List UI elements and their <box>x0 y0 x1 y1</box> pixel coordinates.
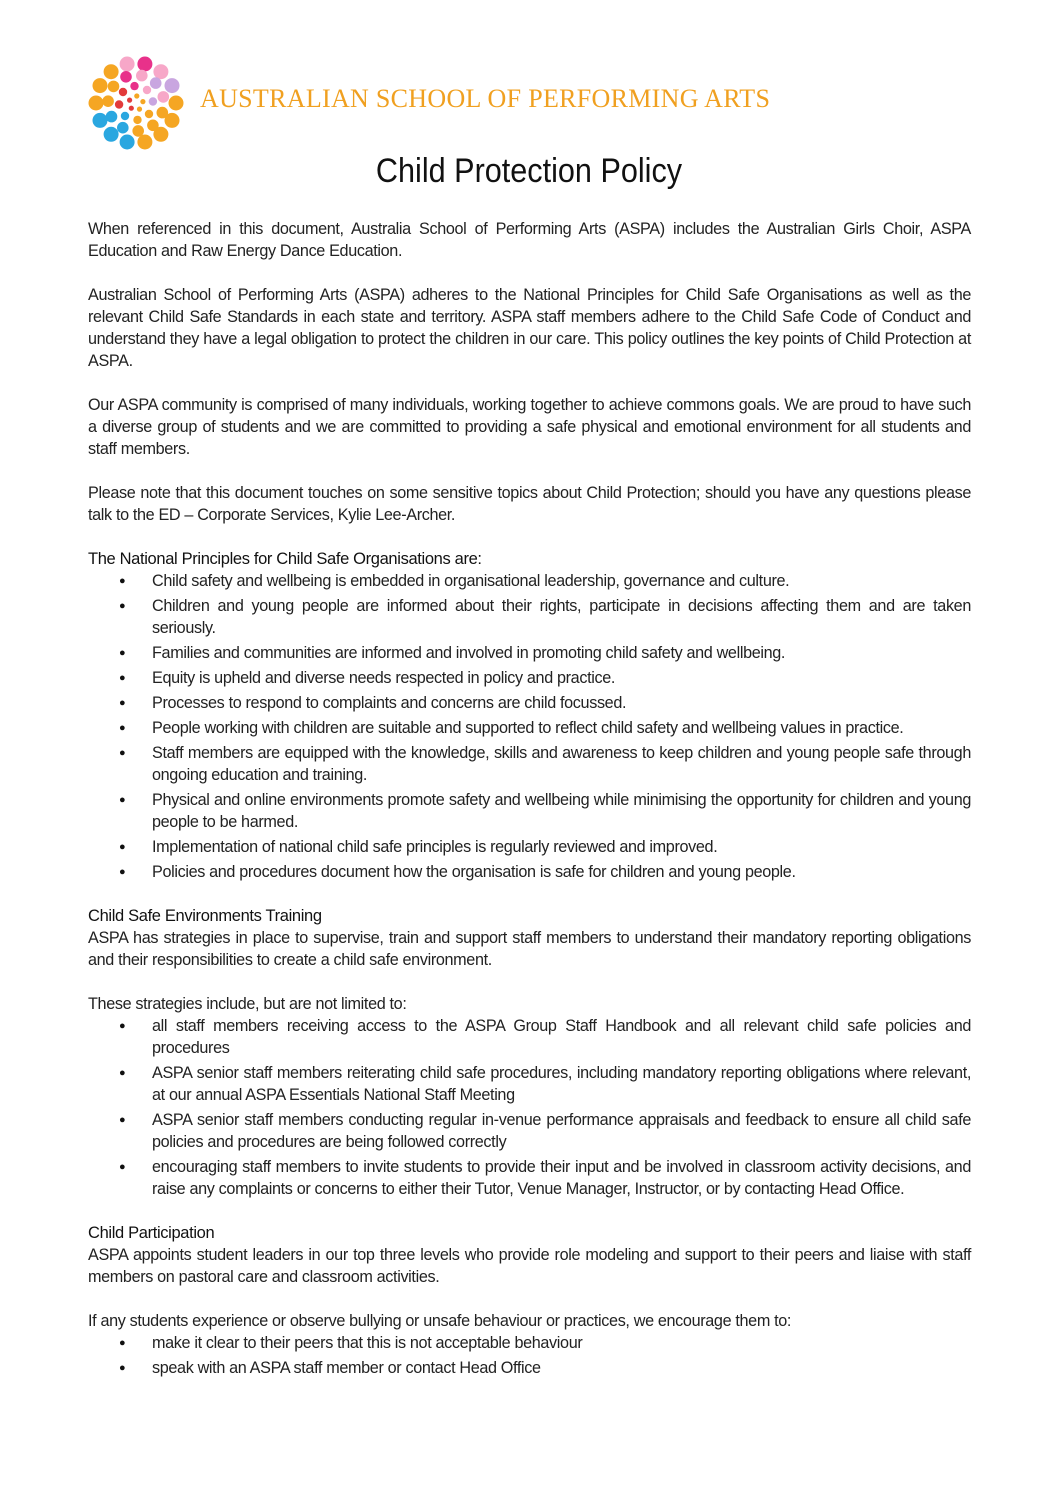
logo-dot <box>115 100 123 108</box>
policy-body <box>88 218 971 1401</box>
logo-dot <box>93 113 108 128</box>
logo-dot <box>121 112 129 120</box>
participation-list <box>88 1332 971 1379</box>
list-item: ● ASPA senior staff members conducting regular in-venue performance appraisals and feedback to ensure all child safe policies and procedures are being followed correctly <box>88 1109 971 1153</box>
logo-dot <box>137 107 142 112</box>
list-item: ● Implementation of national child safe principles is regularly reviewed and improved. <box>88 836 971 858</box>
logo-dot <box>153 64 168 79</box>
logo-dot <box>157 107 169 119</box>
list-item: ● Child safety and wellbeing is embedded in organisational leadership, governance and culture. <box>88 570 971 592</box>
logo-dot <box>120 71 132 83</box>
logo-dot <box>93 78 108 93</box>
logo-dot <box>117 122 129 134</box>
logo-dot <box>108 81 120 93</box>
list-item: ● all staff members receiving access to the ASPA Group Staff Handbook and all relevant child safe policies and procedures <box>88 1015 971 1059</box>
logo-dot <box>133 116 141 124</box>
logo-dot <box>136 70 148 82</box>
intro-paragraph: Australian School of Performing Arts (ASPA) adheres to the National Principles for Child Safe Organisations as well as the relevant Child Safe Standards in each state and territory. ASPA staff members adhere to the Child Safe Code of Conduct and understand they have a legal obligation to protect the children in our care. This policy outlines the key points of Child Protection at ASPA. <box>88 286 971 370</box>
logo-dot <box>169 96 184 111</box>
logo-dot <box>130 82 138 90</box>
page-title: Child Protection Policy <box>375 152 683 190</box>
training-list <box>88 1015 971 1200</box>
training-paragraph: ASPA has strategies in place to supervise, train and support staff members to understand their mandatory reporting obligations and their responsibilities to create a child safe environment. <box>88 929 971 969</box>
training-lead: These strategies include, but are not limited to: <box>88 995 407 1013</box>
intro-paragraph: Our ASPA community is comprised of many individuals, working together to achieve commons goals. We are proud to have such a diverse group of students and we are committed to providing a safe physical and emotional environment for all students and staff members. <box>88 396 971 458</box>
list-item: ● Equity is upheld and diverse needs respected in policy and practice. <box>88 667 971 689</box>
logo-dot <box>149 97 157 105</box>
header <box>86 55 771 150</box>
list-item: ● Children and young people are informed about their rights, participate in decisions affecting them and are taken seriously. <box>88 595 971 639</box>
logo-dot <box>134 93 139 98</box>
list-item: ● Families and communities are informed and involved in promoting child safety and wellbeing. <box>88 642 971 664</box>
logo-dot <box>120 57 135 72</box>
list-item: ● Staff members are equipped with the knowledge, skills and awareness to keep children and young people safe through ongoing education and training. <box>88 742 971 786</box>
list-item: ● speak with an ASPA staff member or contact Head Office <box>88 1357 971 1379</box>
list-item: ● Policies and procedures document how the organisation is safe for children and young people. <box>88 861 971 883</box>
logo-dot <box>137 57 152 72</box>
principles-list <box>88 570 971 883</box>
list-item: ● Processes to respond to complaints and concerns are child focussed. <box>88 692 971 714</box>
logo-dot <box>104 127 119 142</box>
logo-dot <box>129 106 134 111</box>
logo-dot <box>150 77 162 89</box>
list-item: ● encouraging staff members to invite students to provide their input and be involved in classroom activity decisions, and raise any complaints or concerns to either their Tutor, Venue Manager, Instructor, or by contacting Head Office. <box>88 1156 971 1200</box>
org-name: AUSTRALIAN SCHOOL OF PERFORMING ARTS <box>200 84 771 113</box>
intro-paragraph: Please note that this document touches on some sensitive topics about Child Protection; should you have any questions please talk to the ED – Corporate Services, Kylie Lee-Archer. <box>88 484 971 524</box>
logo-dot <box>132 125 144 137</box>
list-item: ● ASPA senior staff members reiterating child safe procedures, including mandatory reporting obligations where relevant, at our annual ASPA Essentials National Staff Meeting <box>88 1062 971 1106</box>
logo-dot <box>104 64 119 79</box>
participation-paragraph: ASPA appoints student leaders in our top three levels who provide role modeling and support to their peers and liaise with staff members on pastoral care and classroom activities. <box>88 1246 971 1286</box>
logo-dot <box>143 86 151 94</box>
training-heading: Child Safe Environments Training <box>88 907 322 925</box>
aspa-logo-icon <box>86 55 186 150</box>
participation-heading: Child Participation <box>88 1224 215 1242</box>
logo-dot <box>158 91 170 103</box>
logo-dot <box>127 98 132 103</box>
logo-dot <box>102 95 114 107</box>
logo-dot <box>120 135 135 150</box>
logo-dot <box>145 110 153 118</box>
logo-dot <box>119 88 127 96</box>
logo-dot <box>165 78 180 93</box>
logo-dot <box>89 96 104 111</box>
logo-dot <box>106 111 118 123</box>
principles-heading: The National Principles for Child Safe Organisations are: <box>88 550 482 568</box>
logo-dot <box>140 99 145 104</box>
list-item: ● People working with children are suitable and supported to reflect child safety and wellbeing values in practice. <box>88 717 971 739</box>
logo-dot <box>147 120 159 132</box>
list-item: ● Physical and online environments promote safety and wellbeing while minimising the opportunity for children and young people to be harmed. <box>88 789 971 833</box>
participation-lead: If any students experience or observe bullying or unsafe behaviour or practices, we encourage them to: <box>88 1312 792 1330</box>
logo-dot <box>137 135 152 150</box>
intro-paragraph: When referenced in this document, Australia School of Performing Arts (ASPA) includes the Australian Girls Choir, ASPA Education and Raw Energy Dance Education. <box>88 220 971 260</box>
list-item: ● make it clear to their peers that this is not acceptable behaviour <box>88 1332 971 1354</box>
